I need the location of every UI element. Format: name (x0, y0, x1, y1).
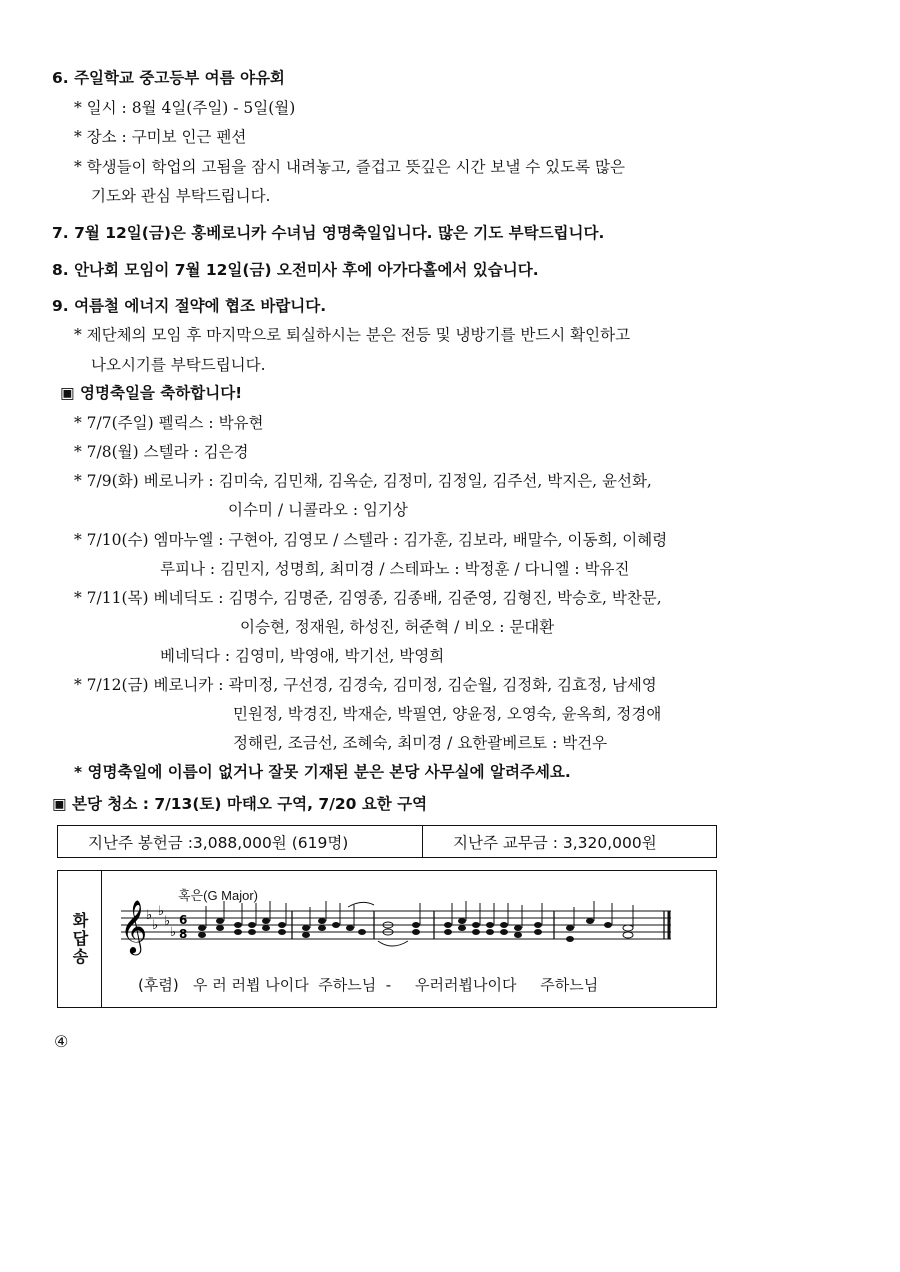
item6-title: 6. 주일학교 중고등부 여름 야유회 (52, 69, 285, 87)
svg-text:6: 6 (179, 913, 188, 927)
church-dues: 지난주 교무금 : 3,320,000원 (453, 833, 657, 852)
svg-text:♭: ♭ (152, 918, 159, 933)
time-signature (179, 913, 187, 941)
responsorial-label-cell (58, 871, 102, 1007)
note-heads (198, 918, 633, 942)
responsorial-label: 화답송 (70, 912, 89, 966)
page-number: ④ (54, 1032, 69, 1051)
feast-line: * 7/8(월) 스텔라 : 김은경 (74, 443, 249, 461)
svg-text:♭: ♭ (146, 908, 153, 923)
psalm-lyrics: (후렴) 우 러 러뵙 나이다 주하느님 - 우러러뵙나이다 주하느님 (138, 976, 599, 994)
item6-place: * 장소 : 구미보 인근 펜션 (74, 128, 247, 146)
svg-text:♭: ♭ (170, 925, 177, 940)
feast-line: 루피나 : 김민지, 성명희, 최미경 / 스테파노 : 박정훈 / 다니엘 : 박유진 (160, 560, 630, 578)
note-stems (206, 901, 633, 928)
feast-line: 민원정, 박경진, 박재순, 박필연, 양윤정, 오영숙, 윤옥희, 정경애 (233, 705, 662, 723)
feast-line: * 7/12(금) 베로니카 : 곽미정, 구선경, 김경숙, 김미정, 김순월, 김정화, 김효정, 남세영 (74, 676, 657, 694)
responsorial-psalm-box (57, 870, 717, 1008)
feast-line: 베네딕다 : 김영미, 박영애, 박기선, 박영희 (160, 647, 445, 665)
item9-note-line2: 나오시기를 부탁드립니다. (91, 356, 266, 374)
item9-note-line1: * 제단체의 모임 후 마지막으로 퇴실하시는 분은 전등 및 냉방기를 반드시 확인하고 (74, 326, 631, 344)
svg-text:♭: ♭ (164, 914, 171, 929)
item6-date: * 일시 : 8월 4일(주일) - 5일(월) (74, 99, 296, 117)
svg-text:♭: ♭ (158, 904, 165, 919)
sunday-offering: 지난주 봉헌금 :3,088,000원 (619명) (58, 826, 423, 857)
item6-note-line1: * 학생들이 학업의 고됨을 잠시 내려놓고, 즐겁고 뜻깊은 시간 보낼 수 있도록 많은 (74, 158, 625, 176)
feast-line: * 7/10(수) 엠마누엘 : 구현아, 김영모 / 스텔라 : 김가훈, 김보라, 배말수, 이동희, 이혜령 (74, 531, 668, 549)
flat-signs (146, 904, 176, 940)
item6-note-line2: 기도와 관심 부탁드립니다. (91, 187, 271, 205)
feast-line: * 7/7(주일) 펠릭스 : 박유현 (74, 414, 264, 432)
feast-section-title: ▣ 영명축일을 축하합니다! (60, 384, 243, 402)
item8: 8. 안나회 모임이 7월 12일(금) 오전미사 후에 아가다홀에서 있습니다. (52, 261, 539, 279)
item9-title: 9. 여름철 에너지 절약에 협조 바랍니다. (52, 297, 327, 315)
feast-notice: * 영명축일에 이름이 없거나 잘못 기재된 분은 본당 사무실에 알려주세요. (74, 763, 571, 781)
feast-line: * 7/9(화) 베로니카 : 김미숙, 김민채, 김옥순, 김정미, 김정일, 김주선, 박지은, 윤선화, (74, 472, 652, 490)
feast-line: 이수미 / 니콜라오 : 임기상 (228, 501, 408, 519)
key-indication: 혹은(G Major) (178, 888, 259, 903)
feast-line: 정해린, 조금선, 조혜숙, 최미경 / 요한괄베르토 : 박건우 (233, 734, 608, 752)
item7: 7. 7월 12일(금)은 홍베로니카 수녀님 영명축일입니다. 많은 기도 부탁드립니다. (52, 224, 605, 242)
feast-line: 이승현, 정재원, 하성진, 허준혁 / 비오 : 문대환 (240, 618, 555, 636)
treble-clef-icon: 𝄞 (120, 899, 148, 953)
music-score (116, 881, 676, 961)
offering-table (57, 825, 717, 858)
svg-text:8: 8 (179, 927, 188, 941)
cleaning-notice: ▣ 본당 청소 : 7/13(토) 마태오 구역, 7/20 요한 구역 (52, 795, 428, 813)
feast-line: * 7/11(목) 베네딕도 : 김명수, 김명준, 김영종, 김종배, 김준영, 김형진, 박승호, 박찬문, (74, 589, 662, 607)
